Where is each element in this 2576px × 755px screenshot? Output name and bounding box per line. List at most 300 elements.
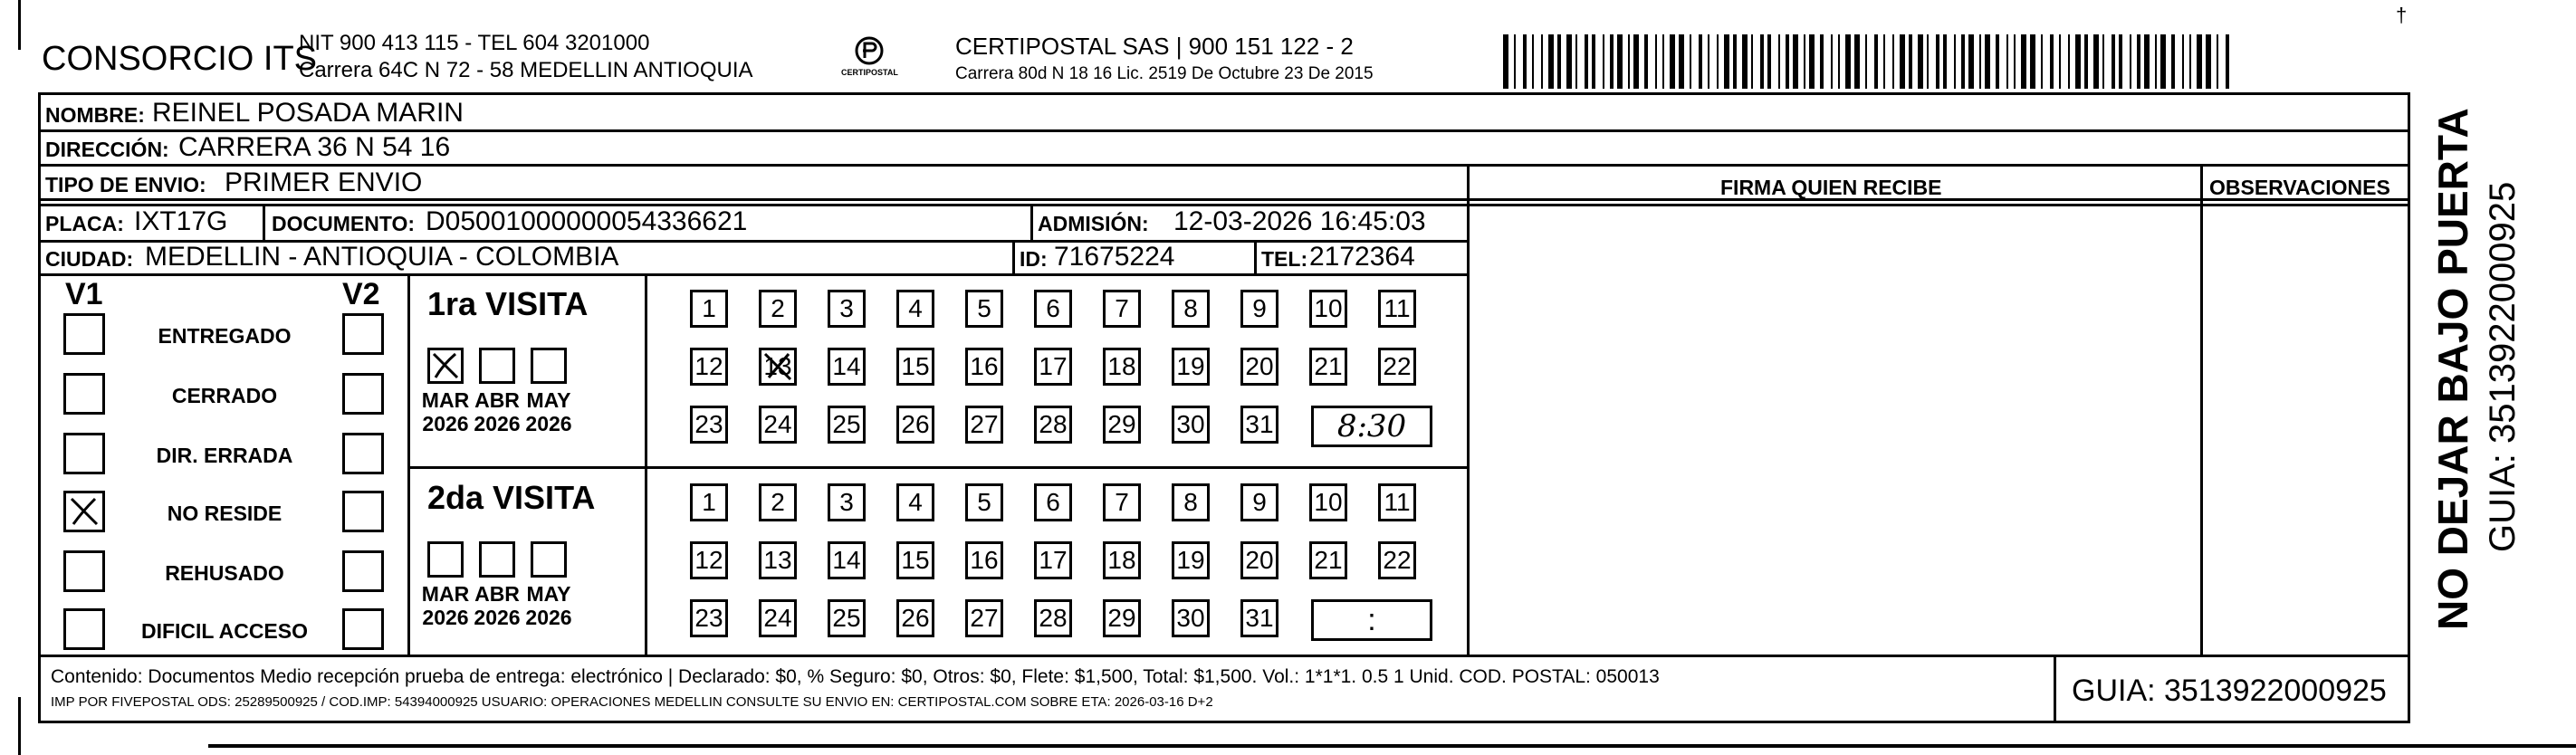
barcode-bar [1927, 34, 1929, 89]
year-label: 2026 [474, 412, 521, 435]
day-number: 11 [1384, 488, 1411, 516]
day-number: 1 [702, 294, 716, 322]
day-box[interactable] [896, 348, 934, 386]
day-box[interactable] [1034, 599, 1072, 637]
barcode-bar [1548, 34, 1554, 89]
day-number: 25 [832, 410, 861, 438]
footer-imp: IMP POR FIVEPOSTAL ODS: 25289500925 / COD.IMP: 54394000925 USUARIO: OPERACIONES MEDELLIN CONSULTE SU ENVIO EN: CERTIPOSTAL.COM SOBRE ETA: 2026-03-16 D+2 [51, 694, 1213, 710]
year-label: 2026 [525, 412, 572, 435]
status-label: ENTREGADO [158, 324, 292, 348]
day-number: 23 [694, 604, 723, 632]
day-number: 8 [1183, 488, 1198, 516]
barcode-bar [1541, 34, 1543, 89]
day-box[interactable] [828, 406, 866, 444]
day-box[interactable] [759, 290, 797, 328]
day-number: 31 [1245, 604, 1274, 632]
day-number: 19 [1176, 546, 1205, 574]
month-label: MAY [526, 388, 571, 412]
barcode-bar [2093, 34, 2099, 89]
barcode-bar [1954, 34, 1956, 89]
day-number: 30 [1176, 410, 1205, 438]
day-box[interactable] [759, 406, 797, 444]
check-mark-icon [430, 350, 461, 381]
barcode-bar [1865, 34, 1867, 89]
barcode-bar [2075, 34, 2081, 89]
corner-mark: † [2396, 4, 2408, 26]
barcode-bar [1804, 34, 1805, 89]
day-box[interactable] [1240, 290, 1278, 328]
year-label: 2026 [474, 606, 521, 629]
month-checkbox[interactable] [531, 348, 567, 384]
firma-header: FIRMA QUIEN RECIBE [1720, 176, 1942, 199]
barcode-bar [1644, 34, 1648, 89]
id-label: ID: [1020, 247, 1048, 271]
day-box[interactable] [965, 541, 1003, 579]
carrier-name: CERTIPOSTAL SAS | 900 151 122 - 2 [955, 33, 1354, 60]
day-number: 3 [839, 488, 854, 516]
day-box[interactable] [965, 348, 1003, 386]
day-number: 5 [977, 294, 991, 322]
barcode-bar [1592, 34, 1595, 89]
admision-value: 12-03-2026 16:45:03 [1173, 206, 1426, 236]
barcode-bar [1778, 34, 1780, 89]
day-number: 2 [771, 488, 785, 516]
row-line [38, 273, 1467, 276]
day-box[interactable] [1034, 483, 1072, 521]
barcode-bar [1557, 34, 1561, 89]
carrier-address: Carrera 80d N 18 16 Lic. 2519 De Octubre 23 De 2015 [955, 64, 1374, 83]
barcode-bar [2144, 34, 2150, 89]
day-box[interactable] [1240, 599, 1278, 637]
day-number: 18 [1107, 352, 1136, 380]
tipo-label: TIPO DE ENVIO: [45, 173, 206, 196]
day-box[interactable] [1172, 483, 1210, 521]
barcode-bar [1820, 34, 1824, 89]
day-cross-mark-icon [761, 350, 794, 389]
barcode-bar [1838, 34, 1840, 89]
day-number: 25 [832, 604, 861, 632]
day-box[interactable] [690, 483, 728, 521]
day-box[interactable] [1103, 483, 1141, 521]
row-line [38, 198, 2410, 201]
day-box[interactable] [1103, 348, 1141, 386]
barcode-bar [2102, 34, 2104, 89]
v2-checkbox[interactable] [342, 373, 384, 415]
col-line [2054, 655, 2056, 723]
day-box[interactable] [1103, 406, 1141, 444]
day-box[interactable] [828, 541, 866, 579]
barcode-bar [2084, 34, 2088, 89]
day-number: 23 [694, 410, 723, 438]
day-box[interactable] [690, 406, 728, 444]
certipostal-logo-icon [838, 31, 901, 85]
day-box[interactable] [1034, 406, 1072, 444]
direccion-label: DIRECCIÓN: [45, 138, 169, 161]
status-label: NO RESIDE [167, 502, 282, 525]
barcode-bar [1845, 34, 1851, 89]
day-number: 29 [1107, 604, 1136, 632]
day-box[interactable] [1378, 348, 1416, 386]
barcode-bar [1617, 34, 1623, 89]
time-value: 8:30 [1336, 408, 1407, 444]
page-bottom-line [208, 744, 2576, 748]
barcode-bar [2155, 34, 2157, 89]
day-box[interactable] [690, 599, 728, 637]
day-box[interactable] [690, 348, 728, 386]
day-number: 9 [1252, 294, 1267, 322]
v1-checkbox[interactable] [63, 491, 105, 532]
barcode-bar [1585, 34, 1588, 89]
time-box[interactable] [1311, 599, 1432, 641]
year-label: 2026 [525, 606, 572, 629]
day-box[interactable] [1309, 290, 1347, 328]
day-box[interactable] [1103, 290, 1141, 328]
barcode-bar [2217, 34, 2218, 89]
day-number: 7 [1115, 488, 1129, 516]
day-box[interactable] [965, 599, 1003, 637]
check-mark-icon [66, 493, 102, 530]
day-box[interactable] [1240, 483, 1278, 521]
barcode-bar [1979, 34, 1981, 89]
barcode-bar [1767, 34, 1771, 89]
barcode-bar [2041, 34, 2043, 89]
day-number: 22 [1383, 546, 1412, 574]
nombre-label: NOMBRE: [45, 103, 145, 127]
barcode-bar [1968, 34, 1974, 89]
status-label: DIR. ERRADA [156, 444, 293, 467]
day-box[interactable] [828, 290, 866, 328]
day-number: 26 [901, 410, 930, 438]
day-number: 7 [1115, 294, 1129, 322]
day-box[interactable] [1034, 348, 1072, 386]
day-box[interactable] [896, 599, 934, 637]
day-number: 17 [1039, 352, 1068, 380]
logo-text: CERTIPOSTAL [841, 68, 898, 77]
barcode-bar [1918, 34, 1923, 89]
day-box[interactable] [759, 348, 797, 386]
footer-guia: GUIA: 3513922000925 [2072, 674, 2387, 708]
month-checkbox[interactable] [479, 348, 515, 384]
documento-value: D05001000000054336621 [426, 206, 748, 236]
day-box[interactable] [1378, 290, 1416, 328]
day-number: 24 [763, 604, 792, 632]
col-line [1012, 240, 1015, 273]
v2-checkbox[interactable] [342, 608, 384, 650]
day-box[interactable] [759, 483, 797, 521]
v2-checkbox[interactable] [342, 433, 384, 474]
status-label: DIFICIL ACCESO [140, 619, 308, 643]
barcode-bar [2206, 34, 2211, 89]
day-box[interactable] [965, 483, 1003, 521]
day-number: 30 [1176, 604, 1205, 632]
day-number: 16 [970, 546, 999, 574]
row-line [407, 466, 1467, 469]
day-box[interactable] [759, 599, 797, 637]
day-number: 12 [694, 352, 723, 380]
barcode-bar [1633, 34, 1639, 89]
day-box[interactable] [1240, 348, 1278, 386]
barcode-bar [1532, 34, 1534, 89]
barcode-bar [2021, 34, 2026, 89]
day-box[interactable] [1240, 406, 1278, 444]
barcode-bar [2112, 34, 2115, 89]
placa-value: IXT17G [134, 206, 228, 236]
row-line [1467, 204, 2410, 206]
time-value: : [1367, 602, 1376, 637]
barcode-bar [1892, 34, 1894, 89]
status-label: REHUSADO [165, 561, 284, 585]
year-label: 2026 [422, 412, 469, 435]
id-value: 71675224 [1054, 242, 1175, 272]
v1-header: V1 [65, 277, 103, 311]
barcode-bar [1575, 34, 1577, 89]
day-number: 11 [1384, 294, 1411, 322]
tel-value: 2172364 [1309, 242, 1415, 272]
barcode-bar [2119, 34, 2122, 89]
day-box[interactable] [1172, 599, 1210, 637]
day-number: 21 [1314, 546, 1343, 574]
day-number: 21 [1314, 352, 1343, 380]
day-box[interactable] [1034, 541, 1072, 579]
day-number: 20 [1245, 546, 1274, 574]
day-number: 20 [1245, 352, 1274, 380]
barcode-bar [1786, 34, 1789, 89]
day-number: 27 [970, 604, 999, 632]
v2-checkbox[interactable] [342, 491, 384, 532]
day-box[interactable] [690, 541, 728, 579]
day-number: 4 [908, 488, 923, 516]
day-number: 18 [1107, 546, 1136, 574]
barcode-bar [1662, 34, 1664, 89]
day-box[interactable] [965, 290, 1003, 328]
day-number: 2 [771, 294, 785, 322]
footer-content: Contenido: Documentos Medio recepción prueba de entrega: electrónico | Declarado: $0, % Seguro: $0, Otros: $0, Flete: $1,500, Total: $1,500. Vol.: 1*1*1. 0.5 1 Unid. COD. POSTAL: 050013 [51, 666, 1660, 687]
year-label: 2026 [422, 606, 469, 629]
barcode-bar [1717, 34, 1719, 89]
day-box[interactable] [896, 541, 934, 579]
visit-title: 1ra VISITA [427, 285, 589, 322]
col-line [407, 273, 410, 655]
page-edge-mark [18, 697, 21, 755]
time-box[interactable] [1311, 406, 1432, 447]
barcode-bar [1943, 34, 1947, 89]
admision-label: ADMISIÓN: [1038, 212, 1149, 235]
day-box[interactable] [1309, 348, 1347, 386]
barcode-bar [2006, 34, 2008, 89]
day-box[interactable] [759, 541, 797, 579]
day-number: 1 [702, 488, 716, 516]
day-number: 22 [1383, 352, 1412, 380]
day-number: 3 [839, 294, 854, 322]
day-number: 16 [970, 352, 999, 380]
day-number: 24 [763, 410, 792, 438]
day-number: 27 [970, 410, 999, 438]
page-edge-mark [18, 0, 21, 50]
day-box[interactable] [896, 483, 934, 521]
month-label: MAR [421, 582, 470, 606]
v1-checkbox[interactable] [63, 313, 105, 355]
day-box[interactable] [828, 599, 866, 637]
barcode-bar [2137, 34, 2140, 89]
day-number: 31 [1245, 410, 1274, 438]
v2-checkbox[interactable] [342, 313, 384, 355]
day-number: 15 [901, 546, 930, 574]
barcode-bar [1655, 34, 1657, 89]
ciudad-label: CIUDAD: [45, 247, 134, 271]
barcode-bar [1514, 34, 1516, 89]
barcode-bar [1523, 34, 1527, 89]
col-line [1254, 240, 1257, 273]
col-line [263, 204, 265, 240]
col-line [2200, 164, 2203, 655]
barcode-bar [1961, 34, 1965, 89]
barcode-bar [1760, 34, 1764, 89]
day-box[interactable] [1309, 483, 1347, 521]
day-box[interactable] [1240, 541, 1278, 579]
barcode-bar [2226, 34, 2229, 89]
company-nit: NIT 900 413 115 - TEL 604 3201000 [299, 31, 650, 55]
notice-vertical: NO DEJAR BAJO PUERTA [2429, 108, 2476, 630]
day-number: 14 [832, 352, 861, 380]
visit-title: 2da VISITA [427, 479, 596, 516]
guia-vertical: GUIA: 3513922000925 [2483, 181, 2523, 552]
barcode-bar [1909, 34, 1912, 89]
day-box[interactable] [690, 290, 728, 328]
day-box[interactable] [828, 483, 866, 521]
day-number: 13 [763, 352, 792, 380]
day-number: 28 [1039, 604, 1068, 632]
day-number: 4 [908, 294, 923, 322]
barcode-bar [1831, 34, 1833, 89]
row-line [38, 164, 2410, 167]
day-number: 8 [1183, 294, 1198, 322]
direccion-value: CARRERA 36 N 54 16 [178, 132, 451, 162]
month-checkbox[interactable] [531, 541, 567, 578]
barcode-bar [1874, 34, 1878, 89]
barcode-bar [2030, 34, 2035, 89]
barcode-bar [2130, 34, 2131, 89]
col-line [1030, 204, 1033, 240]
company-address: Carrera 64C N 72 - 58 MEDELLIN ANTIOQUIA [299, 58, 753, 82]
barcode-bar [1742, 34, 1748, 89]
col-line [1467, 164, 1470, 655]
day-box[interactable] [965, 406, 1003, 444]
barcode-bar [1793, 34, 1798, 89]
day-box[interactable] [1172, 541, 1210, 579]
observaciones-header: OBSERVACIONES [2209, 176, 2390, 199]
barcode-bar [1809, 34, 1815, 89]
day-box[interactable] [896, 290, 934, 328]
month-checkbox[interactable] [427, 348, 464, 384]
day-number: 26 [901, 604, 930, 632]
barcode-bar [1854, 34, 1860, 89]
day-box[interactable] [1378, 541, 1416, 579]
barcode-bar [1936, 34, 1939, 89]
barcode-bar [1900, 34, 1905, 89]
v1-checkbox[interactable] [63, 550, 105, 592]
day-number: 6 [1046, 294, 1060, 322]
day-number: 6 [1046, 488, 1060, 516]
certipostal-logo [838, 31, 901, 85]
ciudad-value: MEDELLIN - ANTIOQUIA - COLOMBIA [145, 242, 619, 272]
tipo-value: PRIMER ENVIO [225, 167, 423, 197]
barcode-bar [2050, 34, 2054, 89]
v1-checkbox[interactable] [63, 433, 105, 474]
day-number: 10 [1314, 488, 1343, 516]
barcode-bar [1503, 34, 1508, 89]
day-box[interactable] [1309, 541, 1347, 579]
barcode-bar [2059, 34, 2061, 89]
barcode-bar [1670, 34, 1675, 89]
v2-header: V2 [342, 277, 380, 311]
barcode-bar [1566, 34, 1572, 89]
month-label: MAR [421, 388, 470, 412]
day-number: 19 [1176, 352, 1205, 380]
day-number: 17 [1039, 546, 1068, 574]
day-number: 13 [763, 546, 792, 574]
day-box[interactable] [1034, 290, 1072, 328]
barcode-bar [1628, 34, 1630, 89]
v2-checkbox[interactable] [342, 550, 384, 592]
month-label: ABR [474, 582, 520, 606]
day-number: 28 [1039, 410, 1068, 438]
barcode-bar [1733, 34, 1737, 89]
day-number: 10 [1314, 294, 1343, 322]
barcode-bar [2171, 34, 2175, 89]
month-checkbox[interactable] [427, 541, 464, 578]
placa-label: PLACA: [45, 212, 124, 235]
day-box[interactable] [1378, 483, 1416, 521]
month-label: ABR [474, 388, 520, 412]
barcode-bar [2197, 34, 2202, 89]
day-box[interactable] [1172, 290, 1210, 328]
barcode-bar [2014, 34, 2016, 89]
status-label: CERRADO [171, 384, 278, 407]
barcode [1503, 34, 2227, 89]
barcode-bar [1690, 34, 1691, 89]
day-box[interactable] [1172, 348, 1210, 386]
day-number: 12 [694, 546, 723, 574]
tel-label: TEL: [1261, 247, 1308, 271]
day-number: 15 [901, 352, 930, 380]
day-box[interactable] [1103, 541, 1141, 579]
col-line [645, 273, 647, 655]
barcode-bar [1985, 34, 1990, 89]
barcode-bar [2068, 34, 2070, 89]
day-number: 9 [1252, 488, 1267, 516]
barcode-bar [1996, 34, 1999, 89]
day-number: 14 [832, 546, 861, 574]
documento-label: DOCUMENTO: [272, 212, 416, 235]
barcode-bar [1708, 34, 1709, 89]
day-box[interactable] [896, 406, 934, 444]
company-name: CONSORCIO ITS [42, 40, 318, 78]
barcode-bar [1603, 34, 1604, 89]
day-box[interactable] [828, 348, 866, 386]
barcode-bar [2160, 34, 2166, 89]
barcode-bar [1610, 34, 1614, 89]
barcode-bar [1679, 34, 1684, 89]
barcode-bar [1883, 34, 1885, 89]
v1-checkbox[interactable] [63, 608, 105, 650]
barcode-bar [1699, 34, 1702, 89]
month-checkbox[interactable] [479, 541, 515, 578]
day-box[interactable] [1172, 406, 1210, 444]
nombre-value: REINEL POSADA MARIN [152, 98, 464, 128]
day-box[interactable] [1103, 599, 1141, 637]
v1-checkbox[interactable] [63, 373, 105, 415]
barcode-bar [2189, 34, 2191, 89]
